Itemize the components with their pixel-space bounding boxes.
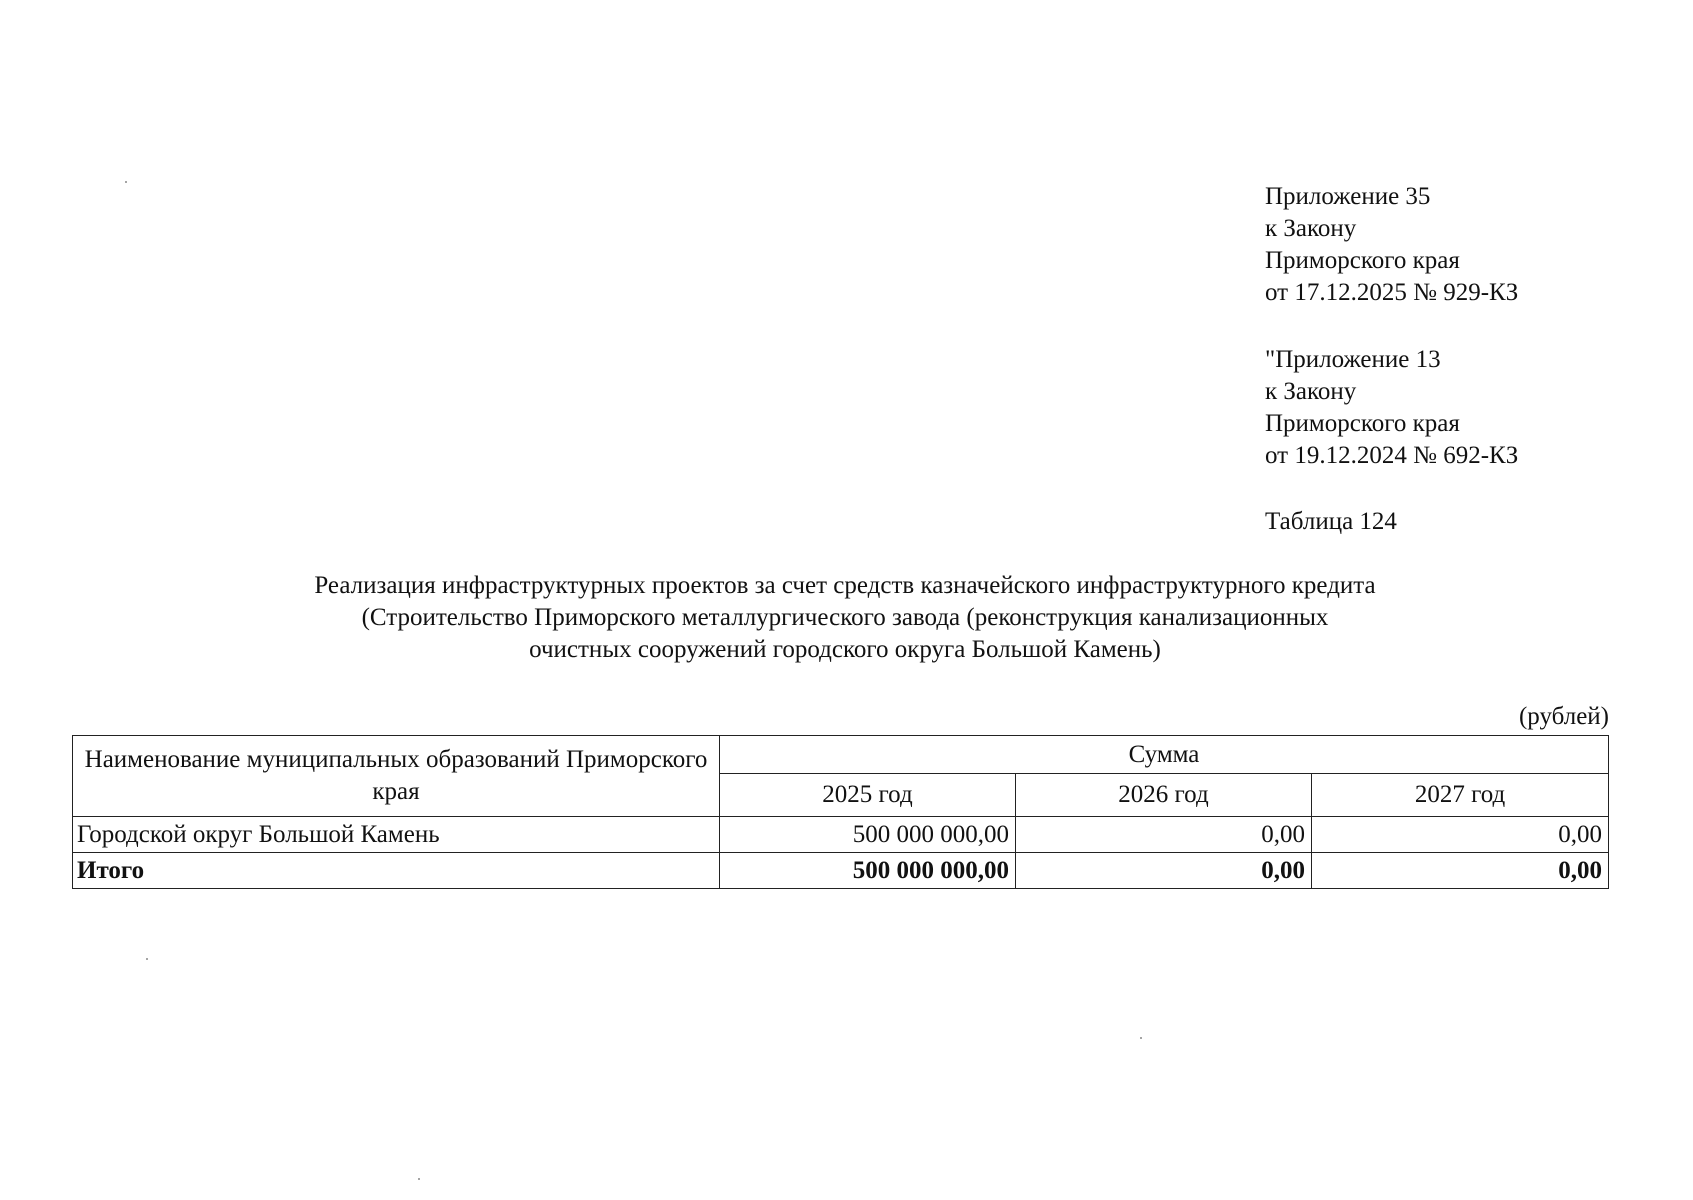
appendix-original-line-2: к Закону xyxy=(1265,378,1357,405)
title-line-3: очистных сооружений городского округа Большой Камень) xyxy=(529,636,1161,663)
header-year-2026: 2026 год xyxy=(1016,774,1312,817)
appendix-current-line-1: Приложение 35 xyxy=(1265,183,1431,210)
header-sum-column: Сумма xyxy=(720,736,1609,774)
row-value-2027: 0,00 xyxy=(1312,817,1609,853)
title-line-1: Реализация инфраструктурных проектов за счет средств казначейского инфраструктурного кредита xyxy=(314,572,1376,599)
table-total-row xyxy=(73,853,1609,889)
total-value-2025: 500 000 000,00 xyxy=(720,853,1016,889)
scan-speck xyxy=(146,958,148,960)
appendix-current-line-3: Приморского края xyxy=(1265,247,1460,274)
appendix-original-line-4: от 19.12.2024 № 692-КЗ xyxy=(1265,442,1519,469)
total-label: Итого xyxy=(73,853,720,889)
scan-speck xyxy=(125,181,127,183)
row-value-2026: 0,00 xyxy=(1016,817,1312,853)
appendix-current-block xyxy=(1265,181,1518,309)
appendix-current-line-4: от 17.12.2025 № 929-КЗ xyxy=(1265,279,1519,306)
appendix-original-line-1: "Приложение 13 xyxy=(1265,346,1441,373)
header-year-2027: 2027 год xyxy=(1312,774,1609,817)
appendix-current-line-2: к Закону xyxy=(1265,215,1357,242)
appendix-original-line-3: Приморского края xyxy=(1265,410,1460,437)
row-value-2025: 500 000 000,00 xyxy=(720,817,1016,853)
header-year-2025: 2025 год xyxy=(720,774,1016,817)
table-number: Таблица 124 xyxy=(1265,508,1397,535)
table-row xyxy=(73,817,1609,853)
document-title xyxy=(100,570,1590,666)
row-municipality-name: Городской округ Большой Камень xyxy=(73,817,720,853)
header-name-column: Наименование муниципальных образований Приморского края xyxy=(73,736,720,817)
total-value-2026: 0,00 xyxy=(1016,853,1312,889)
total-value-2027: 0,00 xyxy=(1312,853,1609,889)
table-header-row xyxy=(73,736,1609,774)
scan-speck xyxy=(418,1178,420,1180)
scan-speck xyxy=(1140,1037,1142,1039)
budget-table xyxy=(72,735,1609,889)
title-line-2: (Строительство Приморского металлургического завода (реконструкция канализационных xyxy=(361,604,1329,631)
appendix-original-block xyxy=(1265,344,1518,472)
unit-label: (рублей) xyxy=(1518,703,1609,730)
